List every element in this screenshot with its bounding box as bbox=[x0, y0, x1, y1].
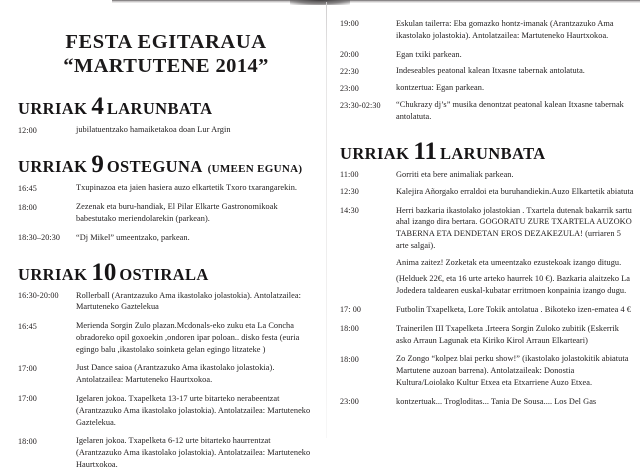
schedule-entry bbox=[340, 304, 634, 316]
entry-time: 18:00 bbox=[18, 436, 37, 446]
entry-description: jubilatuentzako hamaiketakoa doan Lur Argin bbox=[76, 125, 231, 135]
entry-description: Indeseables peatonal kalean Itxasne tabernak antolatuta. bbox=[396, 66, 585, 76]
entry-time: 16:30-20:00 bbox=[18, 290, 59, 300]
day-keyword: URRIAK bbox=[18, 264, 88, 284]
schedule-entry-continuation bbox=[340, 257, 634, 269]
entry-description: “Chukrazy dj’s” musika denontzat peatonal kalean Itxasne tabernak antolatuta. bbox=[396, 100, 624, 121]
schedule-entry bbox=[340, 396, 634, 408]
schedule-entry bbox=[340, 99, 634, 123]
entry-description: Gorriti eta bere animaliak parkean. bbox=[396, 169, 514, 179]
entry-time: 14:30 bbox=[340, 205, 359, 215]
schedule-entry bbox=[18, 393, 314, 428]
entry-description: Txupinazoa eta jaien hasiera auzo elkartetik Txoro txarangarekin. bbox=[76, 183, 298, 193]
entry-time: 16:45 bbox=[18, 183, 37, 193]
entry-description: kontzertua: Egan parkean. bbox=[396, 83, 485, 93]
entry-description: Trainerilen III Txapelketa .Irteera Sorgin Zuloko zubitik (Eskerrik asko Arraun Lagunak eta Kiriko Kirol Arraun Elkarteari) bbox=[396, 323, 619, 345]
entry-time: 18:00 bbox=[18, 202, 37, 212]
poster-title-line1: FESTA EGITARAUA bbox=[65, 31, 267, 53]
schedule-entry bbox=[18, 232, 314, 244]
entry-time: 19:00 bbox=[340, 19, 359, 29]
schedule-entry bbox=[18, 182, 314, 194]
entry-description: Just Dance saioa (Arantzazuko Ama ikastolako jolastokia). Antolatzailea: Martuteneko Haurtxokoa. bbox=[76, 363, 275, 385]
schedule-entry bbox=[18, 435, 314, 470]
schedule-entry bbox=[340, 205, 634, 252]
entry-time: 18:30–20:30 bbox=[18, 233, 61, 243]
poster-title-line2: “MARTUTENE 2014” bbox=[63, 55, 269, 78]
schedule-entry bbox=[340, 323, 634, 347]
entry-description: (Helduek 22€, eta 16 urte arteko haurrek 10 €). Bazkaria alaitzeko La Jodedera taldearen euskal-kubatar erritmoen konpainia izango dugu. bbox=[396, 274, 631, 296]
day-note: (UMEEN EGUNA) bbox=[207, 163, 303, 176]
day-keyword: URRIAK bbox=[18, 99, 88, 119]
entry-description: Eskulan tailerra: Eba gomazko hontz-imanak (Arantzazuko Ama ikastolako jolastokia). Antolatzailea: Martuteneko Haurtxokoa. bbox=[396, 19, 614, 40]
schedule-entry bbox=[340, 49, 634, 61]
entry-description: Zezenak eta buru-handiak, El Pilar Elkarte Gastronomikoak babestutako meriendolarekin (parkean). bbox=[76, 202, 278, 223]
entry-time: 17:00 bbox=[18, 394, 37, 404]
right-column bbox=[326, 0, 640, 446]
day-heading-urriak-9 bbox=[18, 152, 314, 177]
entry-time: 23:30-02:30 bbox=[340, 100, 381, 110]
day-name: LARUNBATA bbox=[439, 143, 546, 163]
entry-time: 23:00 bbox=[340, 397, 359, 407]
day-keyword: URRIAK bbox=[340, 143, 410, 163]
day-heading-urriak-11 bbox=[340, 139, 634, 164]
entry-time: 18:00 bbox=[340, 324, 359, 334]
entry-time: 23:00 bbox=[340, 83, 359, 93]
day-heading-urriak-4 bbox=[18, 94, 314, 119]
schedule-entry bbox=[340, 82, 634, 94]
day-number: 11 bbox=[413, 137, 437, 165]
entry-time: 16:45 bbox=[18, 321, 37, 331]
page-title bbox=[18, 30, 314, 78]
entry-description: kontzertuak... Trogloditas... Tania De Sousa.... Los Del Gas bbox=[396, 396, 597, 406]
entry-description: Kalejira Añorgako erraldoi eta buruhandiekin.Auzo Elkartetik abiatuta bbox=[396, 186, 634, 196]
day-heading-urriak-10 bbox=[18, 260, 314, 285]
day-number: 4 bbox=[91, 93, 104, 121]
entry-description: Futbolin Txapelketa, Lore Tokik antolatua . Bikoteko izen-ematea 4 € bbox=[396, 304, 631, 314]
schedule-entry bbox=[18, 320, 314, 355]
schedule-entry-continuation bbox=[340, 273, 634, 297]
entry-time: 17:00 bbox=[18, 363, 37, 373]
schedule-entry bbox=[340, 169, 634, 181]
day-name: OSTIRALA bbox=[119, 264, 209, 284]
schedule-entry bbox=[18, 362, 314, 386]
entry-description: Igelaren jokoa. Txapelketa 6-12 urte bitarteko haurrentzat (Arantzazuko Ama ikastolako jolastokia). Antolatzailea: Martuteneko Haurtxokoa. bbox=[76, 436, 311, 469]
entry-description: Egan txiki parkean. bbox=[396, 49, 462, 59]
entry-time: 17: 00 bbox=[340, 305, 362, 315]
entry-description: Zo Zongo “kolpez blai perku show!” (ikastolako jolastokitik abiatuta Martutene auzoan barrena). Antolatzaileak: Donostia Kultura/Loiolako Kultur Etxea eta Etxarriene Auzo Etxea. bbox=[396, 354, 629, 387]
schedule-entry bbox=[340, 65, 634, 77]
entry-description: Rollerball (Arantzazuko Ama ikastolako jolastokia). Antolatzailea: Martuteneko Gaztelekua bbox=[76, 290, 301, 312]
day-number: 9 bbox=[91, 151, 104, 179]
schedule-entry bbox=[340, 18, 634, 42]
entry-description: Anima zaitez! Zozketak eta umeentzako ezustekoak izango ditugu. bbox=[396, 257, 622, 267]
entry-time: 12:00 bbox=[18, 125, 37, 135]
entry-description: Igelaren jokoa. Txapelketa 13-17 urte bitarteko nerabeentzat (Arantzazuko Ama ikastolako jolastokia). Antolatzailea: Martuteneko Gaztelekua. bbox=[76, 394, 311, 427]
entry-time: 11:00 bbox=[340, 170, 359, 180]
day-keyword: URRIAK bbox=[18, 157, 88, 177]
entry-description: Herri bazkaria ikastolako jolastokian . Txartela dutenak bakarrik sartu ahal izango dira bertara. GOGORATU ZURE TXARTELA AUZOKO TABERNA ETA DENDETAN EROS DEZAKEZULA! (urriaren 5 arte salgai). bbox=[396, 205, 632, 250]
schedule-entry bbox=[18, 124, 314, 136]
entry-time: 18:00 bbox=[340, 354, 359, 364]
schedule-entry bbox=[18, 290, 314, 314]
schedule-entry bbox=[340, 186, 634, 198]
day-number: 10 bbox=[91, 258, 117, 286]
day-name: OSTEGUNA bbox=[106, 157, 203, 177]
entry-description: “Dj Mikel” umeentzako, parkean. bbox=[76, 232, 190, 242]
entry-time: 20:00 bbox=[340, 49, 359, 59]
entry-time: 22:30 bbox=[340, 66, 359, 76]
schedule-entry bbox=[340, 353, 634, 388]
schedule-entry bbox=[18, 201, 314, 225]
entry-time: 12:30 bbox=[340, 187, 359, 197]
entry-description: Merienda Sorgin Zulo plazan.Mcdonals-eko zuku eta La Concha obradoreko opil goxoekin ,ondoren ipar poloan.. disko festa (euria egingo balu ,ikastolako soinketa gelan egingo litzateke ) bbox=[76, 321, 300, 354]
day-name: LARUNBATA bbox=[106, 99, 213, 119]
